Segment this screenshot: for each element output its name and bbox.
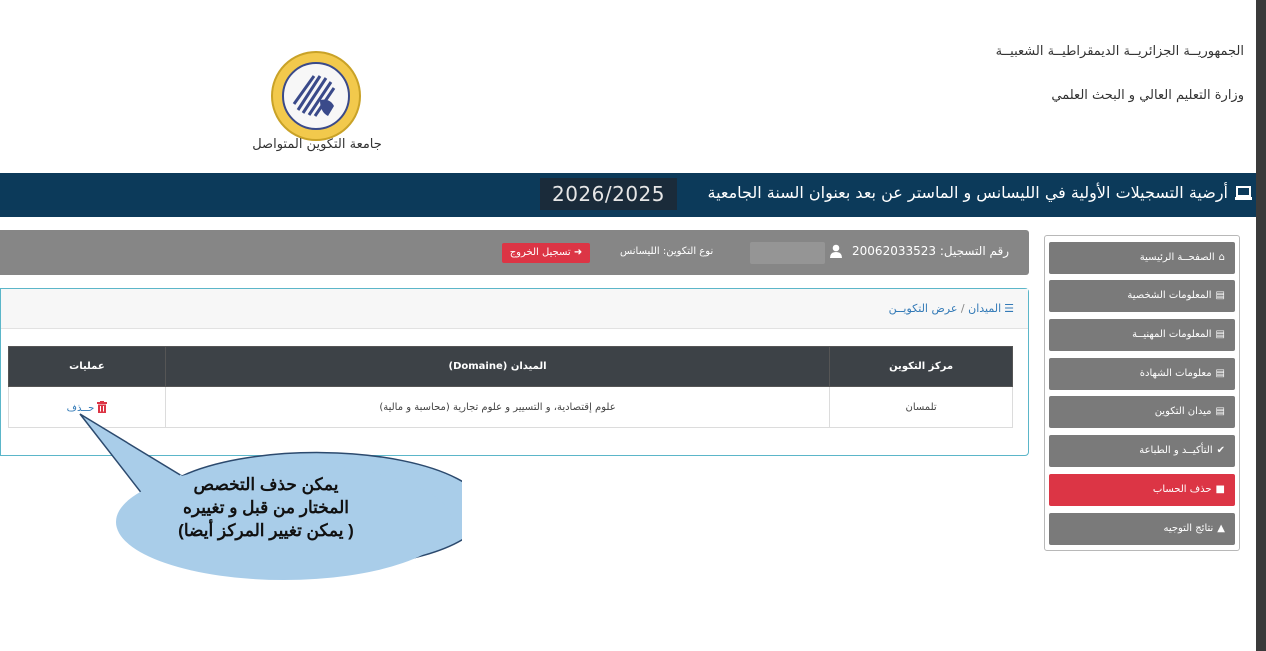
id-card-icon: ▤ <box>1215 368 1225 379</box>
id-card-icon: ▤ <box>1215 329 1225 340</box>
sidebar-item-label: المعلومات الشخصية <box>1127 290 1212 301</box>
ministry-title: وزارة التعليم العالي و البحث العلمي <box>1051 88 1244 103</box>
logout-icon: ➜ <box>573 247 583 258</box>
training-type: نوع التكوين: الليسانس <box>620 246 714 257</box>
col-header-center: مركز التكوين <box>830 347 1013 387</box>
trash-icon: ■ <box>1215 484 1225 495</box>
sidebar-item-confirm-print[interactable] <box>1049 435 1235 467</box>
callout-line-2: المختار من قبل و تغييره <box>183 498 349 517</box>
breadcrumb-view-training[interactable]: عرض التكويــن <box>888 302 958 315</box>
cell-center: تلمسان <box>830 387 1013 428</box>
list-icon: ☰ <box>1004 302 1014 315</box>
sidebar-item-label: المعلومات المهنيــة <box>1132 329 1212 340</box>
sidebar-item-label: نتائج التوجيه <box>1163 523 1214 534</box>
sidebar-item-professional-info[interactable] <box>1049 319 1235 351</box>
republic-title: الجمهوريــة الجزائريــة الديمقراطيــة الشعبيــة <box>995 44 1244 59</box>
user-name-redacted <box>750 242 825 264</box>
check-icon: ✔ <box>1216 445 1225 456</box>
col-header-actions: عمليات <box>9 347 166 387</box>
scrollbar[interactable] <box>1256 0 1266 651</box>
banner-title: أرضية التسجيلات الأولية في الليسانس و الماستر عن بعد بعنوان السنة الجامعية <box>707 183 1228 202</box>
logout-button[interactable] <box>502 243 590 263</box>
callout-text <box>120 473 412 542</box>
breadcrumb <box>889 302 1014 315</box>
sidebar-item-personal-info[interactable] <box>1049 280 1235 312</box>
user-icon <box>829 244 843 258</box>
sidebar-item-label: ميدان التكوين <box>1154 406 1212 417</box>
registration-value: 20062033523 <box>852 244 937 258</box>
breadcrumb-field[interactable]: الميدان <box>968 302 1002 315</box>
id-card-icon: ▤ <box>1215 406 1225 417</box>
delete-link-label: حــذف <box>66 402 95 414</box>
sidebar <box>1044 235 1240 551</box>
callout-line-3: ( يمكن تغيير المركز أيضا) <box>178 521 354 540</box>
graduation-cap-icon: ▲ <box>1217 523 1225 534</box>
sidebar-item-label: معلومات الشهادة <box>1139 368 1212 379</box>
id-card-icon: ▤ <box>1215 290 1225 301</box>
sidebar-item-label: التأكيــد و الطباعة <box>1139 445 1213 456</box>
title-banner <box>0 173 1256 217</box>
sidebar-item-certificate-info[interactable] <box>1049 358 1235 390</box>
logout-label: تسجيل الخروج <box>509 247 571 258</box>
col-header-domain: الميدان (Domaine) <box>165 347 829 387</box>
sidebar-item-orientation-results[interactable] <box>1049 513 1235 545</box>
academic-year: 2026/2025 <box>540 178 677 210</box>
user-info-bar <box>0 230 1029 275</box>
breadcrumb-separator: / <box>960 302 965 315</box>
table-header-row <box>9 347 1013 387</box>
home-icon: ⌂ <box>1218 252 1225 263</box>
sidebar-item-label: الصفحــة الرئيسية <box>1139 252 1215 263</box>
laptop-icon <box>1235 185 1252 201</box>
registration-number <box>852 244 1009 258</box>
registration-label: رقم التسجيل: <box>939 244 1009 258</box>
sidebar-item-delete-account[interactable] <box>1049 474 1235 506</box>
sidebar-item-label: حذف الحساب <box>1152 484 1212 495</box>
card-header <box>1 289 1028 329</box>
university-logo <box>270 50 362 142</box>
sidebar-item-home[interactable] <box>1049 242 1235 274</box>
university-name: جامعة التكوين المتواصل <box>252 137 382 152</box>
sidebar-item-training-field[interactable] <box>1049 396 1235 428</box>
cell-domain: علوم إقتصادية، و التسيير و علوم تجارية (محاسبة و مالية) <box>165 387 829 428</box>
callout-line-1: يمكن حذف التخصص <box>193 475 339 494</box>
